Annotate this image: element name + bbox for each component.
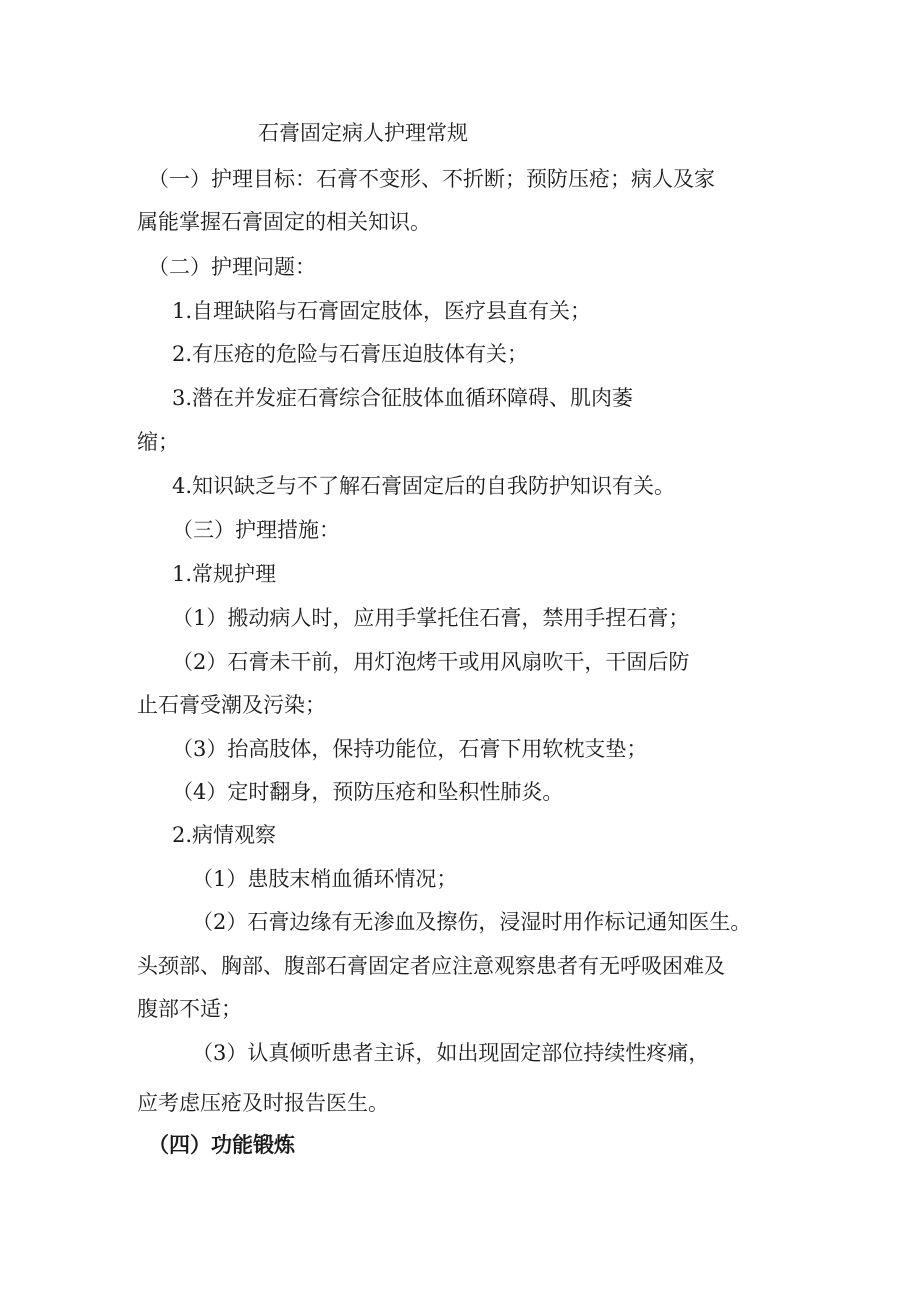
routine-care-heading: 1.常规护理 — [172, 562, 277, 586]
observation-item-1: （1）患肢末梢血循环情况； — [192, 867, 458, 891]
observation-item-2-line-2: 头颈部、胸部、腹部石膏固定者应注意观察患者有无呼吸困难及 — [137, 954, 725, 978]
observation-item-2-line-3: 腹部不适； — [137, 997, 242, 1021]
problem-item-4: 4.知识缺乏与不了解石膏固定后的自我防护知识有关。 — [172, 474, 676, 498]
goal-line-2: 属能掌握石膏固定的相关知识。 — [137, 210, 431, 234]
problem-item-1: 1.自理缺陷与石膏固定肢体，医疗县直有关； — [172, 299, 592, 323]
observation-item-3-line-2: 应考虑压疮及时报告医生。 — [137, 1091, 389, 1115]
observation-item-3-line-1: （3）认真倾听患者主诉，如出现固定部位持续性疼痛， — [192, 1041, 710, 1065]
problem-item-2: 2.有压疮的危险与石膏压迫肢体有关； — [172, 342, 529, 366]
exercise-heading: （四）功能锻炼 — [148, 1132, 295, 1157]
routine-item-4: （4）定时翻身，预防压疮和坠积性肺炎。 — [172, 780, 564, 804]
problem-item-3-line-2: 缩； — [137, 430, 179, 454]
routine-item-2-line-2: 止石膏受潮及污染； — [137, 693, 326, 717]
observation-heading: 2.病情观察 — [172, 823, 277, 847]
problem-item-3-line-1: 3.潜在并发症石膏综合征肢体血循环障碍、肌肉萎 — [172, 386, 634, 410]
observation-item-2-line-1: （2）石膏边缘有无渗血及擦伤，浸湿时用作标记通知医生。 — [192, 910, 752, 934]
problems-heading: （二）护理问题： — [148, 255, 316, 279]
document-title: 石膏固定病人护理常规 — [258, 121, 468, 145]
goal-line-1: （一）护理目标：石膏不变形、不折断；预防压疮；病人及家 — [148, 167, 715, 191]
routine-item-3: （3）抬高肢体，保持功能位，石膏下用软枕支垫； — [172, 737, 648, 761]
measures-heading: （三）护理措施： — [172, 518, 340, 542]
routine-item-1: （1）搬动病人时，应用手掌托住石膏，禁用手捏石膏； — [172, 606, 690, 630]
routine-item-2-line-1: （2）石膏未干前，用灯泡烤干或用风扇吹干，干固后防 — [172, 650, 690, 674]
